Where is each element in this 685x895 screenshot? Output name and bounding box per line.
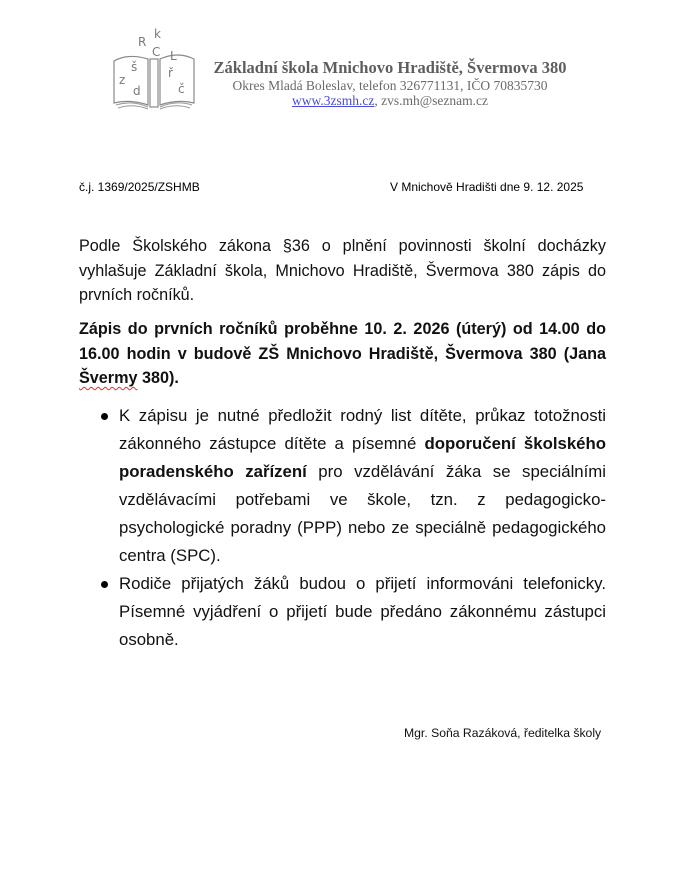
reference-number: č.j. 1369/2025/ZSHMB — [79, 180, 200, 194]
list-item-bold-text: doporučení školského poradenského zařízení — [119, 434, 606, 481]
letterhead — [200, 58, 580, 108]
logo-letter: ř — [168, 66, 173, 80]
logo-letter: d — [133, 84, 141, 98]
school-address: Okres Mladá Boleslav, telefon 326771131, IČO 70835730 — [232, 78, 548, 93]
school-email: zvs.mh@seznam.cz — [381, 93, 488, 108]
list-item-text — [119, 406, 606, 565]
logo-letter: R — [138, 35, 147, 49]
spellcheck-flagged-word: Švermy — [79, 369, 138, 387]
bullet-icon — [101, 581, 108, 588]
school-name: Základní škola Mnichovo Hradiště, Švermova 380 — [213, 58, 567, 77]
announcement-paragraph — [79, 317, 606, 391]
list-item — [79, 570, 606, 654]
list-item-text-part: Rodiče přijatých žáků budou o přijetí informováni telefonicky. Písemné vyjádření o přijetí bude předáno zákonnému zástupci osobně. — [119, 574, 606, 649]
school-logo — [108, 27, 200, 111]
logo-letter: k — [154, 27, 161, 41]
logo-letter: z — [119, 73, 126, 87]
website-link[interactable]: www.3zsmh.cz — [291, 93, 375, 108]
announcement-tail: 380). — [137, 369, 179, 387]
intro-paragraph: Podle Školského zákona §36 o plnění povinnosti školní docházky vyhlašuje Základní škola, Mnichovo Hradiště, Švermova 380 zápis do prvních ročníků. — [79, 237, 606, 304]
logo-letter: C — [152, 45, 161, 59]
contact-separator: , — [374, 93, 378, 108]
logo-letter: č — [178, 82, 185, 96]
school-contacts — [200, 93, 580, 108]
logo-letter: š — [131, 60, 138, 74]
list-item-text-part: pro vzdělávání žáka se speciálními vzdělávacími potřebami ve škole, tzn. z pedagogicko-psychologické poradny (PPP) nebo ze speciálně pedagogického centra (SPC). — [119, 462, 606, 565]
announcement-text: Zápis do prvních ročníků proběhne 10. 2. 2026 (úterý) od 14.00 do 16.00 hodin v budově ZŠ Mnichovo Hradiště, Švermova 380 (Jana — [79, 320, 606, 363]
list-item-text-part: K zápisu je nutné předložit rodný list dítěte, průkaz totožnosti zákonného zástupce dítěte a písemné — [119, 406, 606, 453]
bullet-icon — [101, 413, 108, 420]
signature: Mgr. Soňa Razáková, ředitelka školy — [404, 726, 602, 740]
list-item — [79, 402, 606, 570]
logo-letter: L — [170, 49, 177, 63]
place-and-date: V Mnichově Hradišti dne 9. 12. 2025 — [390, 180, 584, 194]
requirements-list — [79, 402, 606, 654]
list-item-text — [119, 574, 606, 649]
